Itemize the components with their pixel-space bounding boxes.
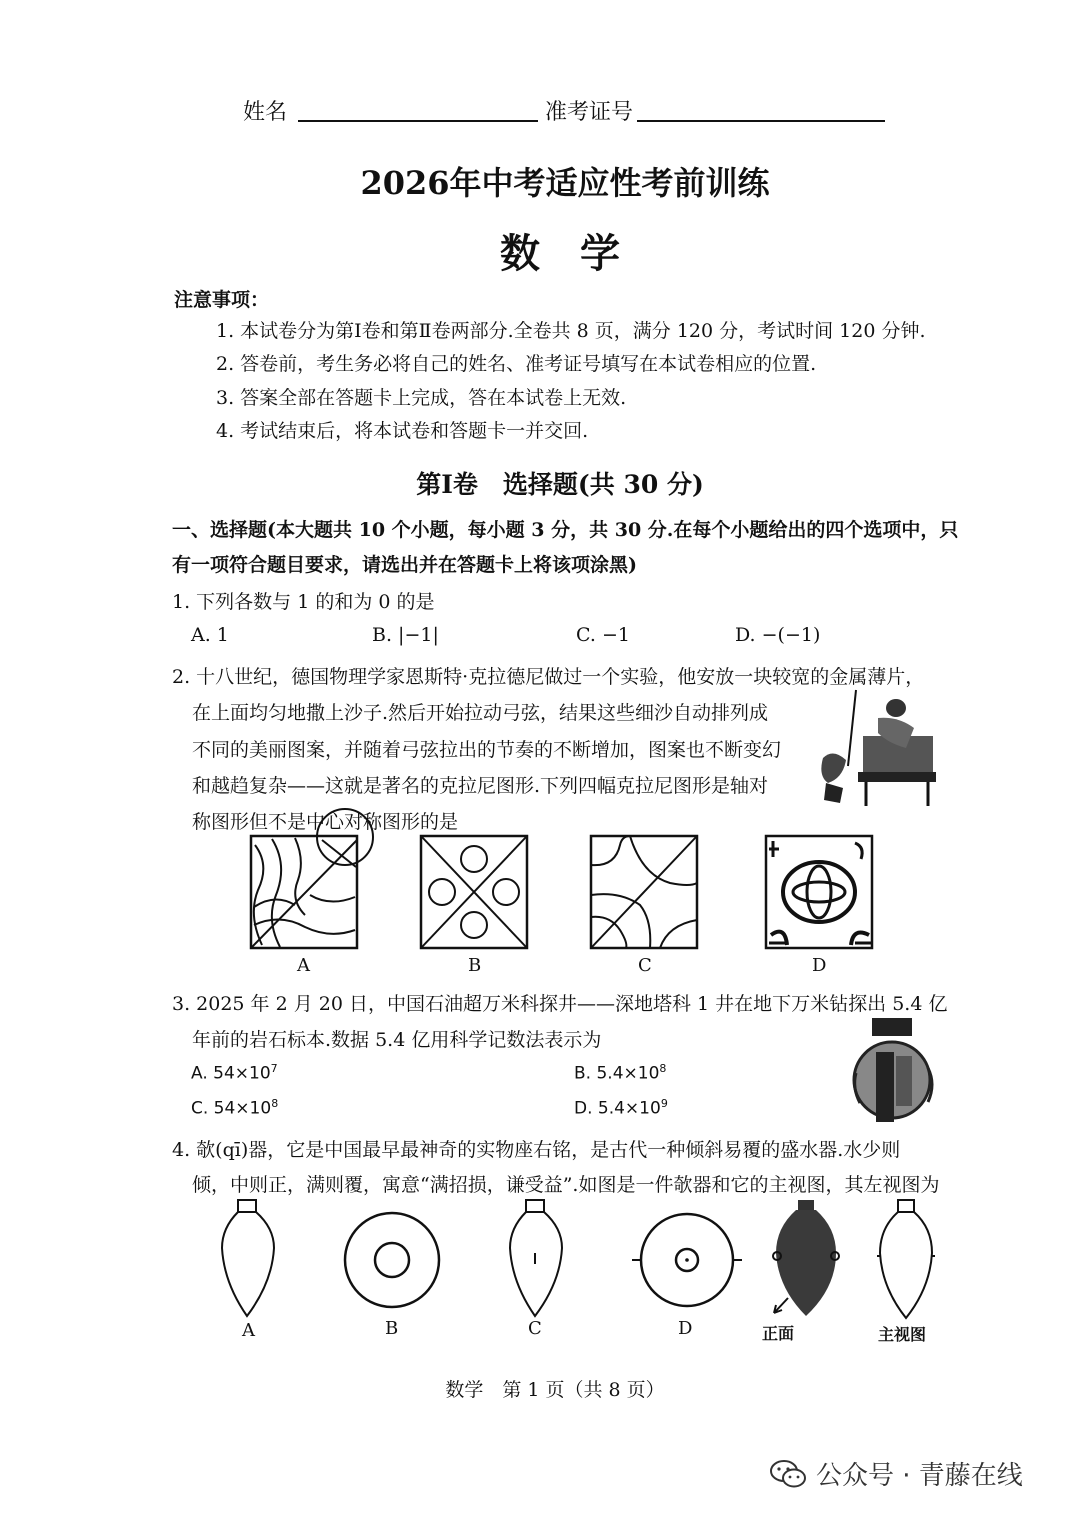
q3-option-c-exp: 8 [271, 1097, 279, 1110]
q3-option-c[interactable] [191, 1097, 278, 1119]
question-2-line: 不同的美丽图案，并随着弓弦拉出的节奏的不断增加，图案也不断变幻 [192, 739, 782, 761]
q4-label-main-view: 主视图 [878, 1325, 927, 1344]
question-3-line: 年前的岩石标本.数据 5.4 亿用科学记数法表示为 [192, 1029, 602, 1051]
name-blank[interactable] [298, 120, 538, 122]
wechat-watermark [770, 1455, 1023, 1492]
q4-label-c: C [528, 1318, 542, 1339]
q3-option-c-text: C. 54×10 [191, 1098, 272, 1119]
question-2-line: 和越趋复杂——这就是著名的克拉尼图形.下列四幅克拉尼图形是轴对 [192, 775, 769, 797]
q4-label-b: B [385, 1318, 399, 1339]
wechat-icon [770, 1459, 806, 1489]
notice-item: 2. 答卷前，考生务必将自己的姓名、准考证号填写在本试卷相应的位置. [216, 353, 817, 375]
watermark-text: 公众号 · 青藤在线 [816, 1461, 1023, 1491]
notice-heading: 注意事项： [174, 289, 270, 311]
q1-option-a[interactable]: A. 1 [191, 624, 229, 646]
q4-figure-d[interactable] [630, 1210, 745, 1310]
q4-figure-b[interactable] [342, 1210, 442, 1310]
q3-option-b[interactable] [574, 1062, 666, 1084]
chladni-figure-d[interactable] [765, 835, 875, 950]
notice-item: 1. 本试卷分为第Ⅰ卷和第Ⅱ卷两部分.全卷共 8 页，满分 120 分，考试时间 120 分钟. [216, 320, 926, 342]
question-2-line: 在上面均匀地撒上沙子.然后开始拉动弓弦，结果这些细沙自动排列成 [192, 702, 769, 724]
name-label: 姓名 [243, 100, 288, 125]
chladni-figure-b[interactable] [420, 835, 530, 950]
q4-label-d: D [678, 1318, 693, 1339]
q3-option-a-exp: 7 [270, 1062, 278, 1075]
q1-option-b[interactable]: B. |−1| [372, 624, 439, 646]
question-4-line: 4. 欹(qī)器，它是中国最早最神奇的实物座右铭，是古代一种倾斜易覆的盛水器.水少则 [172, 1139, 901, 1161]
exam-id-blank[interactable] [637, 120, 885, 122]
q3-option-b-text: B. 5.4×10 [574, 1063, 660, 1084]
q3-option-a-text: A. 54×10 [191, 1063, 271, 1084]
chladni-figure-a[interactable] [250, 835, 360, 950]
q2-label-d: D [812, 955, 827, 976]
section-instruction: 有一项符合题目要求，请选出并在答题卡上将该项涂黑) [172, 554, 637, 576]
question-1-stem: 1. 下列各数与 1 的和为 0 的是 [172, 591, 435, 613]
exam-title: 2026年中考适应性考前训练 [360, 164, 770, 202]
chladni-experiment-illustration [818, 688, 936, 808]
chladni-figure-c[interactable] [590, 835, 700, 950]
q3-option-d-exp: 9 [660, 1097, 668, 1110]
section-instruction: 一、选择题(本大题共 10 个小题，每小题 3 分，共 30 分.在每个小题给出的四个选项中，只 [172, 519, 959, 541]
question-2-line: 称图形但不是中心对称图形的是 [192, 811, 459, 833]
subject-title: 数 学 [500, 230, 620, 277]
q4-figure-c[interactable] [506, 1198, 566, 1318]
q2-label-c: C [638, 955, 652, 976]
question-2-line: 2. 十八世纪，德国物理学家恩斯特·克拉德尼做过一个实验，他安放一块较宽的金属薄片， [172, 666, 925, 688]
exam-id-label: 准考证号 [545, 100, 634, 125]
qi-vessel-photo [772, 1198, 842, 1318]
question-3-line: 3. 2025 年 2 月 20 日，中国石油超万米科探井——深地塔科 1 井在地下万米钻探出 5.4 亿 [172, 993, 948, 1015]
q4-figure-a[interactable] [218, 1198, 278, 1318]
q2-label-a: A [297, 955, 310, 976]
q3-option-d[interactable] [574, 1097, 668, 1119]
q4-main-view [876, 1198, 936, 1320]
q4-label-front: 正面 [762, 1324, 795, 1343]
q3-option-d-text: D. 5.4×10 [574, 1098, 661, 1119]
section-title: 第Ⅰ卷 选择题(共 30 分) [416, 470, 704, 499]
q1-option-d[interactable]: D. −(−1) [735, 624, 821, 646]
q3-option-a[interactable] [191, 1062, 278, 1084]
q2-label-b: B [468, 955, 482, 976]
q4-label-a: A [242, 1320, 255, 1341]
q3-option-b-exp: 8 [659, 1062, 667, 1075]
notice-item: 3. 答案全部在答题卡上完成，答在本试卷上无效. [216, 387, 627, 409]
notice-item: 4. 考试结束后，将本试卷和答题卡一并交回. [216, 420, 589, 442]
q1-option-c[interactable]: C. −1 [576, 624, 630, 646]
rock-core-photo [850, 1018, 940, 1123]
question-4-line: 倾，中则正，满则覆，寓意“满招损，谦受益”.如图是一件欹器和它的主视图，其左视图为 [192, 1174, 940, 1196]
page-footer: 数学 第 1 页（共 8 页） [445, 1379, 665, 1401]
